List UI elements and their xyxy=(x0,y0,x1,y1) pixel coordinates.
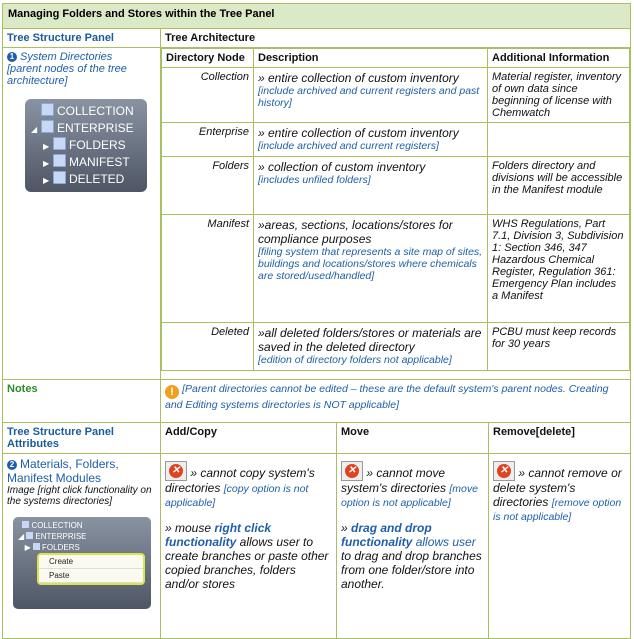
col-move: Move xyxy=(337,423,489,454)
warning-icon: ! xyxy=(165,385,179,399)
main-table xyxy=(2,3,631,639)
architecture-table xyxy=(161,48,630,371)
move-cell: ✕ » cannot move system's directories [move option is not applicable] » drag and drop functionality allows user to drag and drop branches from one folder/store into another. xyxy=(337,454,489,639)
number-badge: 1 xyxy=(7,52,17,62)
deny-icon: ✕ xyxy=(165,461,187,481)
notes-text: [Parent directories cannot be edited – these are the default system's parent nodes. Creating and Editing systems directories is NOT applicable] xyxy=(165,383,609,411)
context-menu-image xyxy=(13,517,151,609)
folder-icon xyxy=(53,171,66,184)
mini-tree-enterprise: ◢ ENTERPRISE xyxy=(18,532,87,541)
notes-cell xyxy=(161,380,631,423)
deny-icon: ✕ xyxy=(341,461,363,481)
table-row: Folders » collection of custom inventory [includes unfiled folders] Folders directory and divisions will be accessible in the Manifest module xyxy=(162,157,630,215)
context-menu xyxy=(37,553,145,585)
mini-tree-collection: COLLECTION xyxy=(18,520,146,531)
table-row: Collection » entire collection of custom inventory [include archived and current registers and past history] Material register, inventory of own data since beginning of license with Chemwatch xyxy=(162,68,630,123)
folder-icon xyxy=(53,137,66,150)
modules-cell xyxy=(3,454,161,639)
folder-icon xyxy=(41,120,54,133)
ctx-create[interactable]: Create xyxy=(39,555,143,569)
add-copy-cell: ✕ » cannot copy system's directories [copy option is not applicable] » mouse right click functionality allows user to create branches or paste other copied branches, folders and/or stores xyxy=(161,454,337,639)
tree-node-folders: ▶ FOLDERS xyxy=(43,138,126,152)
mini-tree-folders: ▶ FOLDERS xyxy=(18,543,80,552)
col-directory-node: Directory Node xyxy=(162,49,254,68)
col-additional-info: Additional Information xyxy=(488,49,630,68)
folder-icon xyxy=(53,154,66,167)
attributes-label: Tree Structure Panel Attributes xyxy=(3,423,161,454)
tree-node-manifest: ▶ MANIFEST xyxy=(43,155,130,169)
modules-sub: Image [right click functionality on the systems directories] xyxy=(7,485,152,507)
architecture-cell xyxy=(161,48,631,380)
system-directories-label: 1 System Directories xyxy=(7,51,156,63)
deny-icon: ✕ xyxy=(493,461,515,481)
ctx-paste[interactable]: Paste xyxy=(39,569,143,583)
system-directories-cell xyxy=(3,48,161,380)
page-title: Managing Folders and Stores within the Tree Panel xyxy=(3,4,631,29)
col-add-copy: Add/Copy xyxy=(161,423,337,454)
table-row: Deleted »all deleted folders/stores or materials are saved in the deleted directory [edition of directory folders not applicable] PCBU must keep records for 30 years xyxy=(162,323,630,371)
right-header: Tree Architecture xyxy=(161,29,631,48)
tree-node-deleted: ▶ DELETED xyxy=(43,172,125,186)
system-directories-sub: [parent nodes of the tree architecture] xyxy=(7,63,127,87)
notes-label: Notes xyxy=(3,380,161,423)
col-remove: Remove[delete] xyxy=(489,423,631,454)
col-description: Description xyxy=(254,49,488,68)
table-row: Manifest »areas, sections, locations/stores for compliance purposes [filing system that represents a site map of sites, buildings and locations/stores where chemicals are stored/used/handled] WHS Regulations, Part 7.1, Division 3, Subdivision 1: Section 346, 347 Hazardous Chemical Register, Regulation 361: Emergency Plan includes a Manifest xyxy=(162,215,630,323)
modules-label: 2 Materials, Folders, Manifest Modules xyxy=(7,457,119,485)
folder-icon xyxy=(41,103,54,116)
tree-image xyxy=(25,99,147,192)
table-row: Enterprise » entire collection of custom inventory [include archived and current registers] xyxy=(162,123,630,157)
remove-cell: ✕ » cannot remove or delete system's directories [remove option is not applicable] xyxy=(489,454,631,639)
left-header: Tree Structure Panel xyxy=(3,29,161,48)
tree-node-collection: COLLECTION xyxy=(31,103,141,120)
tree-node-enterprise: ◢ ENTERPRISE xyxy=(31,121,134,135)
